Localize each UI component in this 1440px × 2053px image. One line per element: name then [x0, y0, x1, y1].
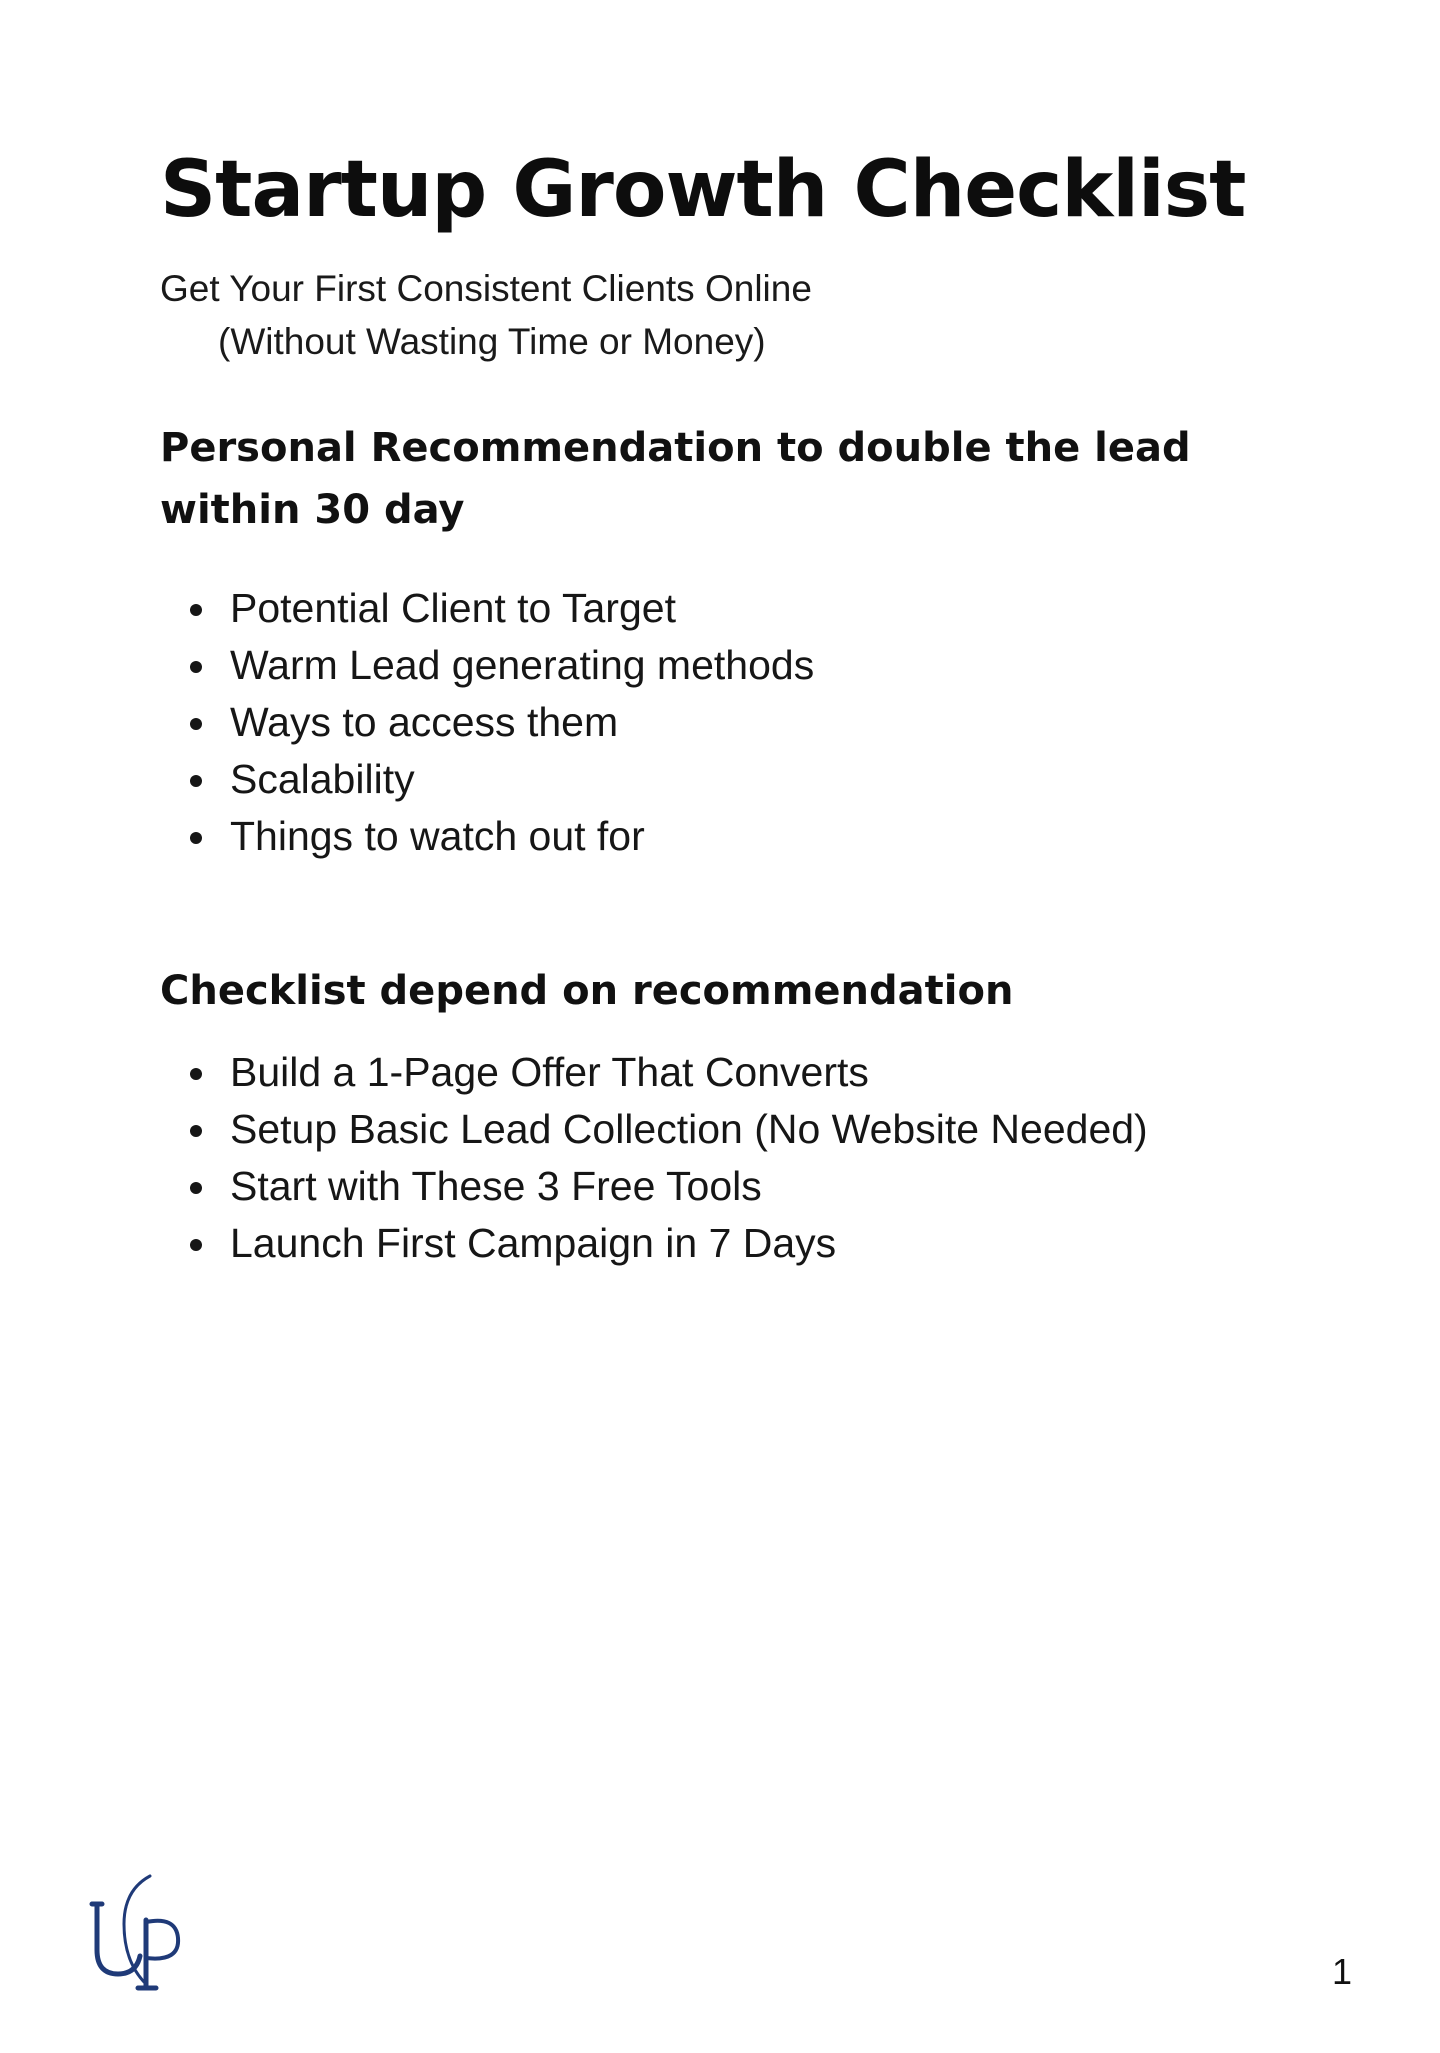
list-item	[160, 808, 814, 865]
subtitle-line-1: Get Your First Consistent Clients Online	[160, 268, 812, 309]
list-item	[160, 637, 814, 694]
list-item	[160, 694, 814, 751]
subtitle-line-2: (Without Wasting Time or Money)	[218, 321, 766, 362]
list-item-text: Setup Basic Lead Collection (No Website Needed)	[230, 1106, 1148, 1152]
bullet-icon	[190, 832, 202, 844]
bullet-icon	[190, 604, 202, 616]
list-item	[160, 1158, 1148, 1215]
list-item-text: Build a 1-Page Offer That Converts	[230, 1049, 869, 1095]
bullet-icon	[190, 1239, 202, 1251]
list-item-text: Potential Client to Target	[230, 585, 676, 631]
list-item-text: Launch First Campaign in 7 Days	[230, 1220, 837, 1266]
recommendation-list	[160, 580, 814, 865]
bullet-icon	[190, 1125, 202, 1137]
list-item	[160, 580, 814, 637]
list-item	[160, 751, 814, 808]
bullet-icon	[190, 775, 202, 787]
list-item	[160, 1044, 1148, 1101]
list-item	[160, 1101, 1148, 1158]
subtitle	[160, 262, 812, 368]
up-monogram-logo	[84, 1872, 196, 1992]
bullet-icon	[190, 718, 202, 730]
bullet-icon	[190, 661, 202, 673]
section-heading-recommendation: Personal Recommendation to double the lead within 30 day	[160, 425, 1191, 533]
list-item-text: Scalability	[230, 756, 415, 802]
list-item-text: Ways to access them	[230, 699, 619, 745]
checklist-list	[160, 1044, 1148, 1272]
list-item	[160, 1215, 1148, 1272]
section-heading-checklist: Checklist depend on recommendation	[160, 968, 1014, 1014]
list-item-text: Things to watch out for	[230, 813, 645, 859]
list-item-text: Start with These 3 Free Tools	[230, 1163, 762, 1209]
bullet-icon	[190, 1182, 202, 1194]
page-number: 1	[1332, 1951, 1353, 1992]
list-item-text: Warm Lead generating methods	[230, 642, 815, 688]
page-title: Startup Growth Checklist	[160, 145, 1246, 235]
bullet-icon	[190, 1068, 202, 1080]
